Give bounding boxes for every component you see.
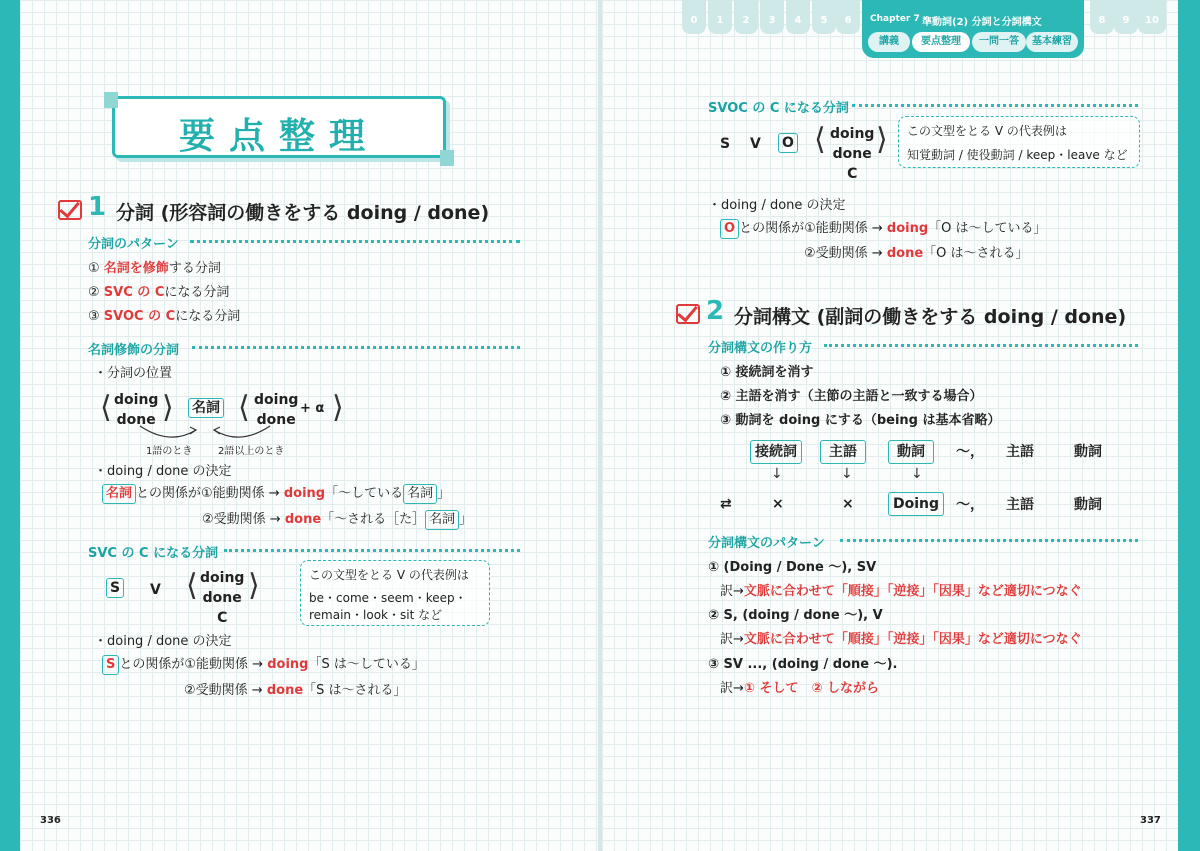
done-word-red: done: [886, 246, 924, 261]
done-word-red: done: [284, 512, 322, 527]
arrow-down-icon: ↓: [841, 466, 853, 482]
banner-fold-right: [440, 150, 454, 166]
banner-title: 要点整理: [178, 116, 379, 157]
tab-label: 9: [1122, 15, 1130, 26]
arrow-curve-left: [140, 426, 196, 437]
arrow-curve-right: [214, 426, 270, 437]
svoc-heading: SVOC の C になる分詞: [708, 101, 849, 116]
meaning: 「O は～している」: [928, 221, 1047, 236]
right-edge-band: [1178, 0, 1200, 851]
chapter-tab[interactable]: [734, 0, 758, 34]
meaning-post: 」: [437, 486, 451, 501]
bracket-left: ⟨: [238, 390, 250, 425]
section-title: 分詞構文 (副詞の働きをする doing / done): [734, 306, 1127, 328]
pattern-line: ② S, (doing / done ～), V: [708, 608, 883, 623]
svoc-v: V: [750, 136, 761, 152]
svc-active-line: [102, 653, 425, 675]
noun-box: 名詞: [425, 510, 459, 530]
chapter-title: 準動詞(2) 分詞と分詞構文: [922, 17, 1042, 28]
chapter-tab[interactable]: [1138, 0, 1166, 34]
dotted-rule: [824, 344, 1138, 347]
tab-label: 6: [844, 15, 852, 26]
tab-label: 1: [716, 15, 724, 26]
svoc-s: S: [720, 136, 731, 152]
construction-patterns-heading: 分詞構文のパターン: [708, 536, 825, 551]
svc-heading: SVC の C になる分詞: [88, 546, 219, 561]
doing-word-red: doing: [267, 657, 309, 672]
note-line: be・come・seem・keep・: [309, 591, 467, 605]
pill-qa[interactable]: 一問一答: [972, 32, 1026, 52]
relation-prefix: ②受動関係 →: [202, 512, 281, 527]
c-word: C: [217, 610, 228, 626]
trans-text: 文脈に合わせて「順接」「逆接」「因果」など適切につなぐ: [743, 584, 1082, 599]
relation-prefix: との関係が①能動関係 →: [136, 486, 280, 501]
translation-line: [720, 677, 879, 696]
subj-box-wrap: [820, 440, 866, 464]
doing-word-red: doing: [283, 486, 326, 501]
banner-fold-left: [104, 92, 118, 108]
svoc-stack: [830, 124, 874, 184]
pill-practice[interactable]: 基本練習: [1026, 32, 1078, 52]
meaning-pre: 「～される［た］: [321, 512, 426, 527]
translation-line: [720, 628, 1082, 647]
bracket-left: ⟨: [814, 122, 826, 157]
section-number: 2: [706, 296, 725, 326]
s-box: S: [106, 578, 124, 598]
step-item: ② 主語を消す（主節の主語と一致する場合）: [720, 389, 983, 404]
dotted-rule: [192, 346, 520, 349]
tab-label: 2: [742, 15, 750, 26]
arrowhead: [190, 427, 196, 434]
trans-prefix: 訳→: [720, 632, 744, 647]
verb-box: 動詞: [888, 440, 934, 464]
trans-text: 文脈に合わせて「順接」「逆接」「因果」など適切につなぐ: [743, 632, 1082, 647]
noun-box-wrap: [188, 398, 224, 418]
trans-text: ① そして ② しながら: [743, 681, 879, 696]
noun-box-red: 名詞: [102, 484, 136, 504]
left-edge-band: [0, 0, 20, 851]
bracket-right: ⟩: [162, 390, 174, 425]
done-word: done: [832, 146, 872, 162]
pattern-num: ①: [88, 261, 100, 276]
doing-word: doing: [830, 126, 875, 142]
bracket-right: ⟩: [332, 390, 344, 425]
chapter-tab[interactable]: [1090, 0, 1114, 34]
pattern-rest: になる分詞: [164, 285, 230, 300]
step-item: ③ 動詞を doing にする（being は基本省略）: [720, 413, 1001, 428]
two-words-label: 2語以上のとき: [218, 446, 285, 457]
tilde-comma: ～，: [956, 497, 984, 513]
note-line: この文型をとる V の代表例は: [309, 568, 469, 582]
pill-lecture[interactable]: 講義: [868, 32, 910, 52]
subj-box: 主語: [820, 440, 866, 464]
dotted-rule: [190, 240, 520, 243]
trans-prefix: 訳→: [720, 681, 744, 696]
relation-prefix: との関係が①能動関係 →: [119, 657, 264, 672]
done-word-red: done: [266, 683, 304, 698]
patterns-heading: 分詞のパターン: [88, 237, 179, 252]
chapter-nav-active: [862, 0, 1084, 58]
cross-mark: ×: [842, 496, 854, 512]
passive-relation-line: [202, 508, 472, 530]
svc-stack: [200, 568, 244, 628]
trans-prefix: 訳→: [720, 584, 744, 599]
doing-word: doing: [254, 392, 299, 408]
done-word: done: [202, 590, 242, 606]
pill-summary[interactable]: 要点整理: [912, 32, 970, 52]
bracket-right: ⟩: [876, 122, 888, 157]
page-number-left: 336: [40, 815, 61, 826]
step-item: ① 接続詞を消す: [720, 365, 814, 380]
bracket-left: ⟨: [186, 568, 198, 603]
tab-label: 0: [690, 15, 698, 26]
dotted-rule: [224, 549, 520, 552]
chapter-tab[interactable]: [1114, 0, 1138, 34]
doing-word: doing: [200, 570, 245, 586]
meaning: 「O は～される」: [923, 246, 1029, 261]
meaning: 「S は～している」: [308, 657, 425, 672]
dotted-rule: [852, 104, 1138, 107]
chapter-tab[interactable]: [786, 0, 810, 34]
equiv-icon: ⇄: [720, 496, 732, 512]
relation-prefix: ②受動関係 →: [184, 683, 263, 698]
noun-box: 名詞: [188, 398, 224, 418]
howto-heading: 分詞構文の作り方: [708, 341, 813, 356]
chapter-tab[interactable]: [836, 0, 860, 34]
relation-prefix: との関係が①能動関係 →: [739, 221, 883, 236]
svoc-o-wrap: [778, 133, 798, 153]
note-line: 知覚動詞 / 使役動詞 / keep・leave など: [907, 148, 1128, 162]
svoc-active-line: [720, 217, 1047, 239]
plus-alpha: + α: [300, 401, 325, 416]
svc-passive-line: [184, 679, 407, 698]
position-label: ・分詞の位置: [94, 366, 173, 381]
main-subject: 主語: [1006, 444, 1034, 460]
svc-s-wrap: [106, 578, 124, 598]
decision-label: ・doing / done の決定: [708, 198, 846, 213]
svc-note: [300, 560, 490, 626]
pattern-highlight: SVC の C: [103, 285, 165, 300]
main-verb: 動詞: [1074, 497, 1102, 513]
tab-label: 8: [1098, 15, 1106, 26]
section-number: 1: [88, 192, 107, 222]
relation-prefix: ②受動関係 →: [804, 246, 883, 261]
section-title: 分詞 (形容詞の働きをする doing / done): [116, 202, 490, 224]
doing-word-red: doing: [886, 221, 929, 236]
noun-mod-heading: 名詞修飾の分詞: [88, 343, 180, 358]
meaning-pre: 「～している: [325, 486, 404, 501]
decision-label: ・doing / done の決定: [94, 634, 232, 649]
tab-label: 3: [768, 15, 776, 26]
pattern-highlight: SVOC の C: [103, 309, 176, 324]
pattern-num: ②: [88, 285, 100, 300]
checkbox-icon: [676, 304, 700, 324]
tilde-comma: ～，: [956, 444, 984, 460]
tab-label: 5: [820, 15, 828, 26]
o-box-red: O: [720, 219, 739, 239]
doing-box: Doing: [888, 492, 944, 516]
done-word: done: [256, 412, 296, 428]
pattern-num: ③: [88, 309, 100, 324]
pattern-rest: する分詞: [168, 261, 221, 276]
pattern-item: [88, 257, 221, 276]
chapter-tab[interactable]: [812, 0, 836, 34]
title-banner: [112, 96, 446, 158]
chapter-label: Chapter 7: [870, 14, 920, 24]
chapter-tab[interactable]: [708, 0, 732, 34]
c-word: C: [847, 166, 858, 182]
page-number-right: 337: [1140, 815, 1161, 826]
one-word-label: 1語のとき: [146, 446, 193, 457]
arrow-down-icon: ↓: [771, 466, 783, 482]
note-line: この文型をとる V の代表例は: [907, 124, 1067, 138]
svoc-passive-line: [804, 242, 1029, 261]
pattern-line: ③ SV ..., (doing / done ～).: [708, 657, 898, 672]
doing-box-wrap: [888, 492, 944, 516]
arrow-down-icon: ↓: [911, 466, 923, 482]
pattern-item: [88, 305, 240, 324]
conj-box-wrap: [750, 440, 802, 464]
bracket-right: ⟩: [248, 568, 260, 603]
conj-box: 接続詞: [750, 440, 802, 464]
noun-box: 名詞: [403, 484, 437, 504]
pattern-item: [88, 281, 229, 300]
dotted-rule: [840, 539, 1138, 542]
pattern-rest: になる分詞: [175, 309, 241, 324]
chapter-tab[interactable]: [682, 0, 706, 34]
bracket-left: ⟨: [100, 390, 112, 425]
meaning-post: 」: [459, 512, 473, 527]
main-verb: 動詞: [1074, 444, 1102, 460]
checkbox-icon: [58, 200, 82, 220]
svoc-note: [898, 116, 1140, 168]
o-box: O: [778, 133, 798, 153]
s-box-red: S: [102, 655, 119, 675]
active-relation-line: [102, 482, 450, 504]
chapter-tab[interactable]: [760, 0, 784, 34]
translation-line: [720, 580, 1082, 599]
done-word: done: [116, 412, 156, 428]
decision-label: ・doing / done の決定: [94, 464, 232, 479]
arrows-diagram: [130, 424, 280, 444]
tab-label: 10: [1145, 15, 1159, 26]
note-line: remain・look・sit など: [309, 608, 443, 622]
doing-word: doing: [114, 392, 159, 408]
meaning: 「S は～される」: [303, 683, 407, 698]
arrowhead: [214, 427, 220, 434]
main-subject: 主語: [1006, 497, 1034, 513]
verb-box-wrap: [888, 440, 934, 464]
svc-v: V: [150, 582, 161, 598]
pattern-highlight: 名詞を修飾: [103, 261, 169, 276]
cross-mark: ×: [772, 496, 784, 512]
pattern-line: ① (Doing / Done ～), SV: [708, 560, 877, 575]
tab-label: 4: [794, 15, 802, 26]
